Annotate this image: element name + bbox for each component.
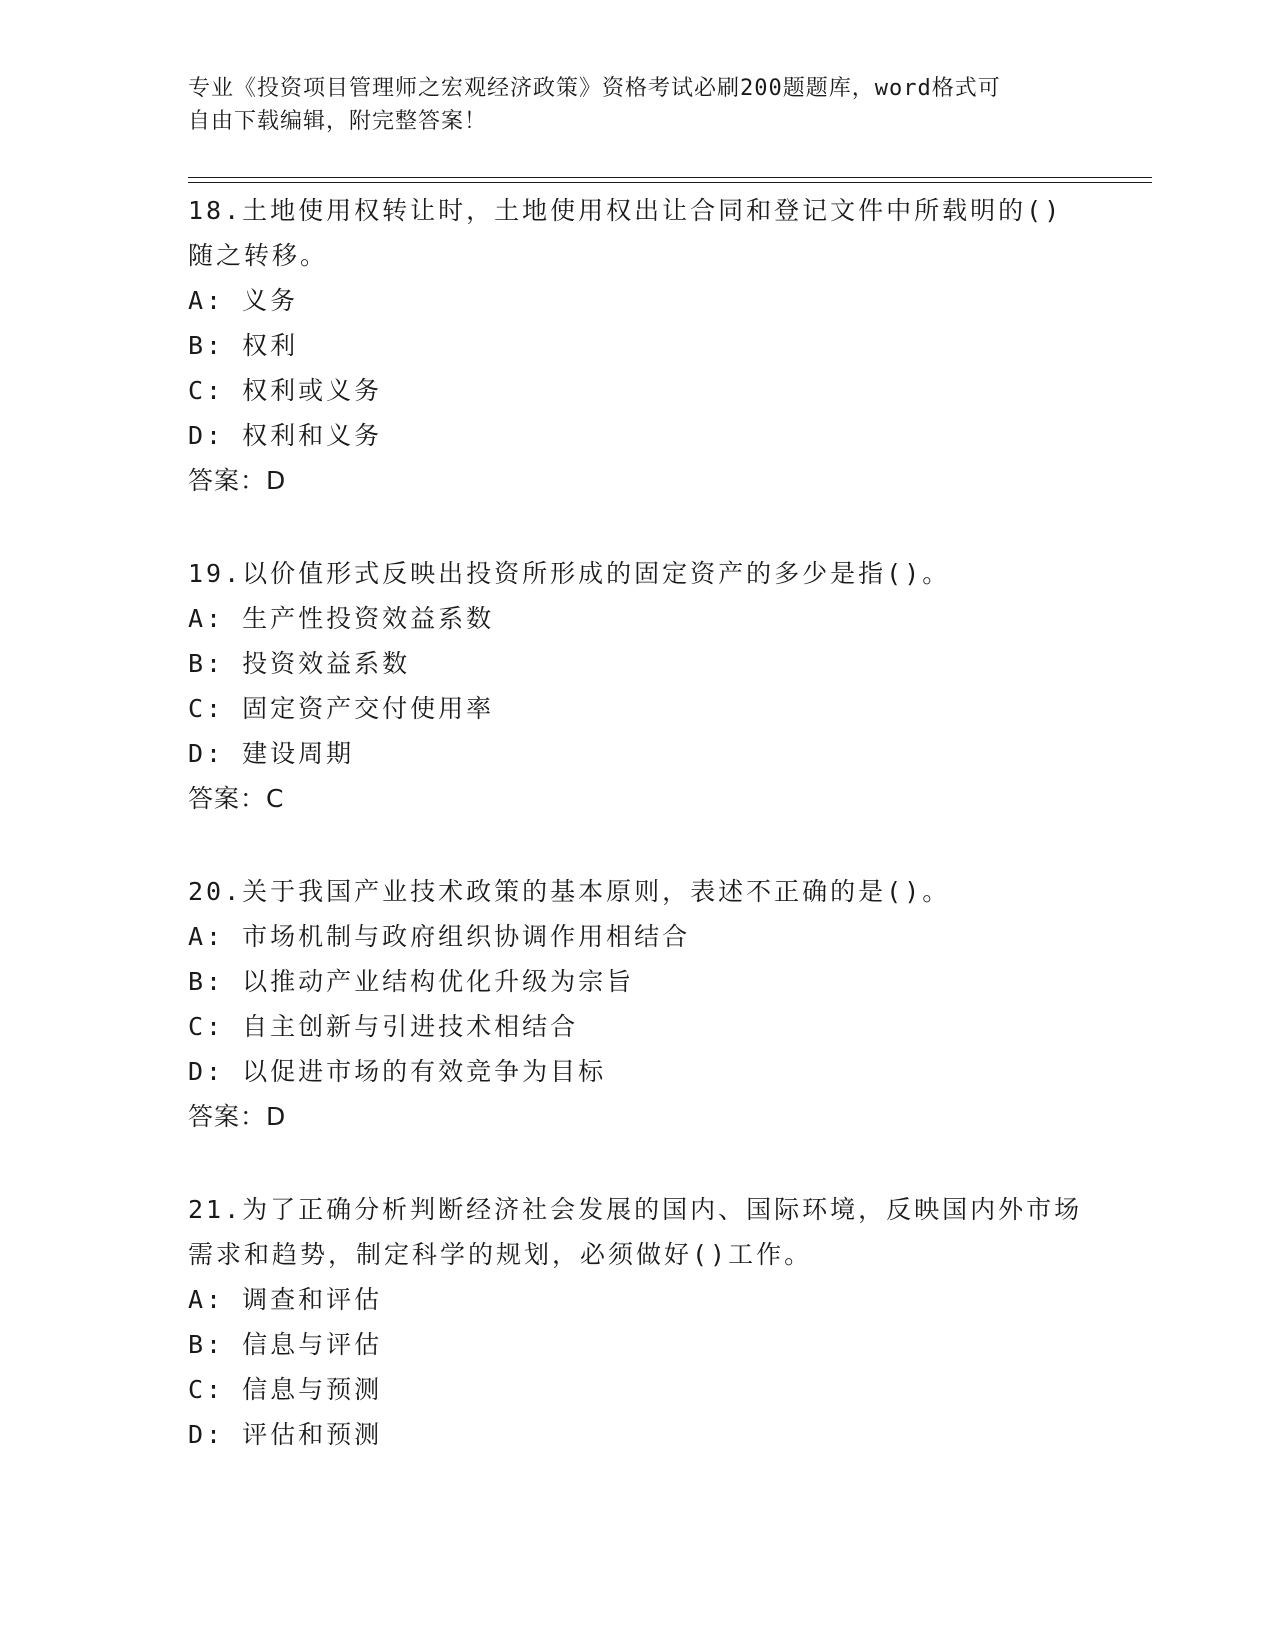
question-stem: 20.关于我国产业技术政策的基本原则，表述不正确的是()。	[188, 877, 951, 906]
option-a: A: 调查和评估	[188, 1285, 383, 1314]
answer-line: 答案：D	[188, 466, 287, 495]
option-a: A: 市场机制与政府组织协调作用相结合	[188, 922, 691, 951]
header-line-1: 专业《投资项目管理师之宏观经济政策》资格考试必刷200题题库，word格式可	[188, 76, 1001, 101]
option-d: D: 建设周期	[188, 739, 355, 768]
answer-line: 答案：D	[188, 1102, 287, 1131]
question-20	[188, 869, 1088, 1139]
question-stem: 19.以价值形式反映出投资所形成的固定资产的多少是指()。	[188, 559, 951, 588]
option-c: C: 权利或义务	[188, 376, 383, 405]
question-19	[188, 551, 1088, 821]
option-c: C: 信息与预测	[188, 1375, 383, 1404]
answer-line: 答案：C	[188, 784, 285, 813]
question-stem: 21.为了正确分析判断经济社会发展的国内、国际环境，反映国内外市场需求和趋势，制定科学的规划，必须做好()工作。	[188, 1195, 1083, 1269]
question-list	[188, 188, 1088, 1505]
document-header	[188, 72, 1088, 138]
option-c: C: 自主创新与引进技术相结合	[188, 1012, 579, 1041]
question-18	[188, 188, 1088, 503]
option-a: A: 生产性投资效益系数	[188, 604, 495, 633]
option-b: B: 投资效益系数	[188, 649, 411, 678]
option-a: A: 义务	[188, 286, 299, 315]
option-d: D: 以促进市场的有效竞争为目标	[188, 1057, 607, 1086]
header-divider-bottom	[188, 182, 1152, 183]
option-d: D: 评估和预测	[188, 1420, 383, 1449]
header-line-2: 自由下载编辑，附完整答案！	[188, 109, 488, 134]
option-b: B: 信息与评估	[188, 1330, 383, 1359]
question-stem: 18.土地使用权转让时，土地使用权出让合同和登记文件中所载明的()随之转移。	[188, 196, 1063, 270]
option-b: B: 权利	[188, 331, 299, 360]
option-b: B: 以推动产业结构优化升级为宗旨	[188, 967, 635, 996]
question-21	[188, 1187, 1088, 1457]
header-divider-top	[188, 177, 1152, 178]
option-d: D: 权利和义务	[188, 421, 383, 450]
option-c: C: 固定资产交付使用率	[188, 694, 495, 723]
